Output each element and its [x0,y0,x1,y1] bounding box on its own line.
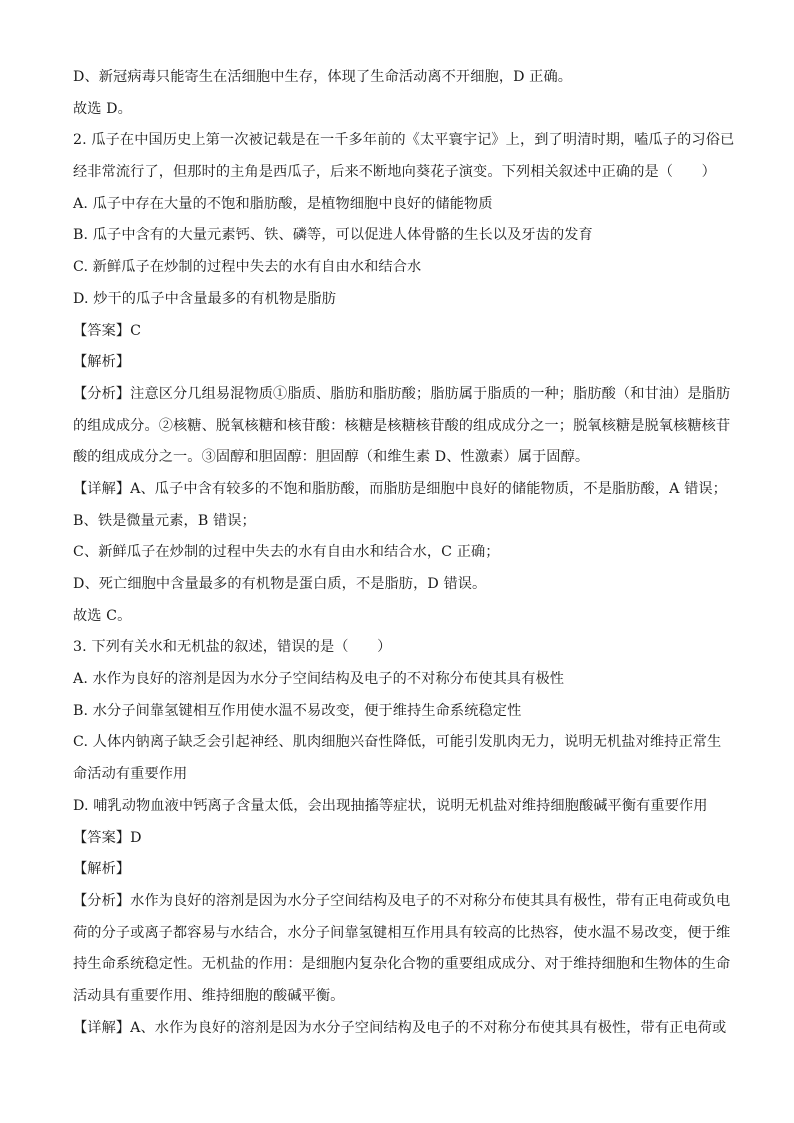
text-line: D、新冠病毒只能寄生在活细胞中生存，体现了生命活动离不开细胞，D 正确。 [73,69,573,85]
analysis-text: 【分析】注意区分几组易混物质①脂质、脂肪和脂肪酸；脂肪属于脂质的一种；脂肪酸（和甘油）是脂肪 [73,385,731,402]
analysis-text: 荷的分子或离子都容易与水结合，水分子间靠氢键相互作用具有较高的比热容，使水温不易改变，便于维 [73,924,731,941]
analysis-text: 酸的组成成分之一。③固醇和胆固醇：胆固醇（和维生素 D、性激素）属于固醇。 [73,449,590,466]
question-3-option-c: 命活动有重要作用 [73,766,188,783]
analysis-text: 持生命系统稳定性。无机盐的作用：是细胞内复杂化合物的重要组成成分、对于维持细胞和生物体的生命 [73,956,731,973]
detail-text: 【详解】A、水作为良好的溶剂是因为水分子空间结构及电子的不对称分布使其具有极性，带有正电荷或 [73,1019,727,1036]
question-2-stem: 经非常流行了，但那时的主角是西瓜子，后来不断地向葵花子演变。下列相关叙述中正确的是（ ） [73,164,716,181]
question-2-option-a: A. 瓜子中存在大量的不饱和脂肪酸，是植物细胞中良好的储能物质 [73,195,493,212]
analysis-label: 【解析】 [73,354,131,371]
question-3-option-d: D. 哺乳动物血液中钙离子含量太低，会出现抽搐等症状，说明无机盐对维持细胞酸碱平衡有重要作用 [73,797,708,814]
analysis-text: 【分析】水作为良好的溶剂是因为水分子空间结构及电子的不对称分布使其具有极性，带有正电荷或负电 [73,892,731,909]
detail-text: 【详解】A、瓜子中含有较多的不饱和脂肪酸，而脂肪是细胞中良好的储能物质，不是脂肪酸，A 错误； [73,480,727,497]
text-line: 故选 D。 [73,100,132,117]
detail-text: C、新鲜瓜子在炒制的过程中失去的水有自由水和结合水，C 正确； [73,544,500,561]
conclusion-text: 故选 C。 [73,607,132,624]
question-3-option-a: A. 水作为良好的溶剂是因为水分子空间结构及电子的不对称分布使其具有极性 [73,671,565,688]
document-page [73,62,735,1044]
question-3-option-c: C. 人体内钠离子缺乏会引起神经、肌肉细胞兴奋性降低，可能引发肌肉无力，说明无机盐对维持正常生 [73,734,722,751]
answer-label: 【答案】D [73,829,142,846]
analysis-text: 活动具有重要作用、维持细胞的酸碱平衡。 [73,987,345,1004]
question-2-option-b: B. 瓜子中含有的大量元素钙、铁、磷等，可以促进人体骨骼的生长以及牙齿的发育 [73,227,593,244]
answer-label: 【答案】C [73,322,142,339]
detail-text: D、死亡细胞中含量最多的有机物是蛋白质，不是脂肪，D 错误。 [73,576,487,592]
question-2-option-c: C. 新鲜瓜子在炒制的过程中失去的水有自由水和结合水 [73,259,422,276]
analysis-label: 【解析】 [73,861,131,878]
question-2-option-d: D. 炒干的瓜子中含量最多的有机物是脂肪 [73,290,337,307]
question-3-stem: 3. 下列有关水和无机盐的叙述，错误的是（ ） [73,639,392,656]
question-2-stem: 2. 瓜子在中国历史上第一次被记载是在一千多年前的《太平寰宇记》上，到了明清时期，嗑瓜子的习俗已 [73,132,735,149]
detail-text: B、铁是微量元素，B 错误； [73,512,256,529]
analysis-text: 的组成成分。②核糖、脱氧核糖和核苷酸：核糖是核糖核苷酸的组成成分之一；脱氧核糖是脱氧核糖核苷 [73,417,731,434]
question-3-option-b: B. 水分子间靠氢键相互作用使水温不易改变，便于维持生命系统稳定性 [73,702,522,719]
